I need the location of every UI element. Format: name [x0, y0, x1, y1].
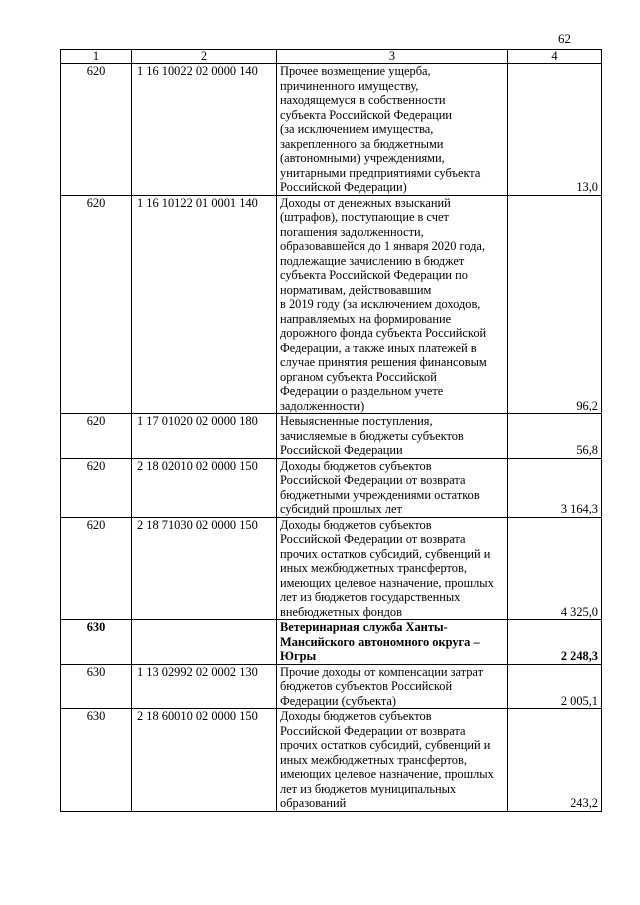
revenue-name-line: образовавшейся до 1 января 2020 года, [280, 239, 486, 253]
amount-cell: 4 325,0 [508, 517, 602, 620]
revenue-name-cell [277, 620, 508, 665]
revenue-name-line: образований [280, 796, 347, 810]
revenue-name-line: дорожного фонда субъекта Российской [280, 326, 487, 340]
amount-cell: 2 248,3 [508, 620, 602, 665]
table-header-row [61, 50, 602, 64]
revenue-name-cell [277, 64, 508, 196]
amount-cell: 13,0 [508, 64, 602, 196]
revenue-name-line: (штрафов), поступающие в счет [280, 210, 449, 224]
revenue-name-line: унитарными предприятиями субъекта [280, 165, 481, 180]
admin-code-cell: 620 [61, 517, 132, 620]
revenue-name-line: Российской Федерации от возврата [280, 532, 466, 546]
revenue-name-cell [277, 664, 508, 709]
revenue-name-line: зачисляемые в бюджеты субъектов [280, 428, 464, 443]
revenue-name-line: Федерации (субъекта) [280, 693, 397, 708]
revenue-name-line: Федерации, а также иных платежей в [280, 340, 477, 355]
revenue-name-line: Мансийского автономного округа – [280, 634, 480, 649]
revenue-name-line: задолженности) [280, 398, 365, 413]
revenue-name-line: (автономными) учреждениями, [280, 151, 445, 165]
column-header-4: 4 [508, 50, 602, 64]
revenue-name-line: подлежащие зачислению в бюджет [280, 253, 465, 268]
revenue-name-line: (за исключением имущества, [280, 122, 434, 136]
revenue-code-cell [132, 620, 277, 665]
revenue-name-line: субсидий прошлых лет [280, 502, 402, 516]
revenue-name-line: прочих остатков субсидий, субвенций и [280, 738, 491, 752]
table-row [61, 709, 602, 812]
amount-cell: 243,2 [508, 709, 602, 812]
revenue-name-cell [277, 414, 508, 459]
admin-code-cell: 630 [61, 664, 132, 709]
revenue-code-cell: 2 18 60010 02 0000 150 [132, 709, 277, 812]
table-row [61, 458, 602, 517]
revenue-name-line: имеющих целевое назначение, прошлых [280, 767, 494, 781]
revenue-name-cell [277, 709, 508, 812]
table-row [61, 64, 602, 196]
revenue-name-line: Прочие доходы от компенсации затрат [280, 664, 484, 679]
revenue-name-line: иных межбюджетных трансфертов, [280, 561, 467, 575]
revenue-name-line: лет из бюджетов муниципальных [280, 781, 457, 796]
revenue-name-line: случае принятия решения финансовым [280, 355, 487, 369]
revenue-name-line: Югры [280, 649, 317, 663]
revenue-name-line: в 2019 году (за исключением доходов, [280, 297, 481, 311]
page-number: 62 [558, 31, 571, 46]
revenue-name-line: Доходы от денежных взысканий [280, 195, 451, 210]
revenue-name-line: имеющих целевое назначение, прошлых [280, 575, 494, 590]
revenue-name-line: Доходы бюджетов субъектов [280, 458, 432, 473]
table-row [61, 620, 602, 665]
table-row [61, 195, 602, 414]
revenue-name-line: Российской Федерации от возврата [280, 473, 466, 487]
table-body [61, 50, 602, 812]
amount-cell: 96,2 [508, 195, 602, 414]
revenue-name-line: закрепленного за бюджетными [280, 136, 444, 151]
admin-code-cell: 620 [61, 195, 132, 414]
revenue-name-line: нормативам, действовавшим [280, 282, 432, 297]
column-header-2: 2 [132, 50, 277, 64]
revenue-name-line: субъекта Российской Федерации по [280, 268, 468, 282]
revenue-code-cell: 1 13 02992 02 0002 130 [132, 664, 277, 709]
revenue-name-cell [277, 458, 508, 517]
revenue-name-line: внебюджетных фондов [280, 604, 402, 619]
amount-cell: 2 005,1 [508, 664, 602, 709]
revenue-name-line: Российской Федерации от возврата [280, 723, 466, 738]
revenue-code-cell: 1 16 10022 02 0000 140 [132, 64, 277, 196]
revenue-name-line: Федерации о раздельном учете [280, 384, 444, 398]
revenue-code-cell: 2 18 02010 02 0000 150 [132, 458, 277, 517]
revenue-name-line: Прочее возмещение ущерба, [280, 64, 431, 78]
admin-code-cell: 620 [61, 64, 132, 196]
revenue-name-line: субъекта Российской Федерации [280, 107, 452, 122]
amount-cell: 3 164,3 [508, 458, 602, 517]
revenue-name-line: погашения задолженности, [280, 224, 424, 239]
revenue-name-line: Доходы бюджетов субъектов [280, 517, 432, 532]
revenue-name-line: прочих остатков субсидий, субвенций и [280, 546, 491, 561]
column-header-1: 1 [61, 50, 132, 64]
revenue-name-line: Невыясненные поступления, [280, 414, 433, 428]
admin-code-cell: 620 [61, 414, 132, 459]
revenue-name-line: Российской Федерации [280, 443, 403, 457]
revenue-name-line: лет из бюджетов государственных [280, 590, 461, 604]
revenue-name-line: находящемуся в собственности [280, 93, 446, 107]
revenue-name-line: направляемых на формирование [280, 311, 452, 326]
revenue-name-line: причиненного имуществу, [280, 78, 419, 93]
column-header-3: 3 [277, 50, 508, 64]
table-row [61, 414, 602, 459]
revenue-code-cell: 1 16 10122 01 0001 140 [132, 195, 277, 414]
revenue-name-cell [277, 195, 508, 414]
revenue-name-line: бюджетов субъектов Российской [280, 679, 453, 693]
revenue-name-cell [277, 517, 508, 620]
revenue-name-line: Ветеринарная служба Ханты- [280, 620, 448, 634]
table-row [61, 517, 602, 620]
revenue-code-cell: 1 17 01020 02 0000 180 [132, 414, 277, 459]
admin-code-cell: 620 [61, 458, 132, 517]
admin-code-cell: 630 [61, 709, 132, 812]
table-row [61, 664, 602, 709]
revenue-name-line: Доходы бюджетов субъектов [280, 709, 432, 723]
revenue-name-line: Российской Федерации) [280, 180, 407, 194]
admin-code-cell: 630 [61, 620, 132, 665]
budget-revenue-table [60, 49, 602, 812]
revenue-name-line: иных межбюджетных трансфертов, [280, 752, 467, 767]
amount-cell: 56,8 [508, 414, 602, 459]
revenue-name-line: органом субъекта Российской [280, 369, 437, 384]
revenue-code-cell: 2 18 71030 02 0000 150 [132, 517, 277, 620]
revenue-name-line: бюджетными учреждениями остатков [280, 487, 480, 502]
